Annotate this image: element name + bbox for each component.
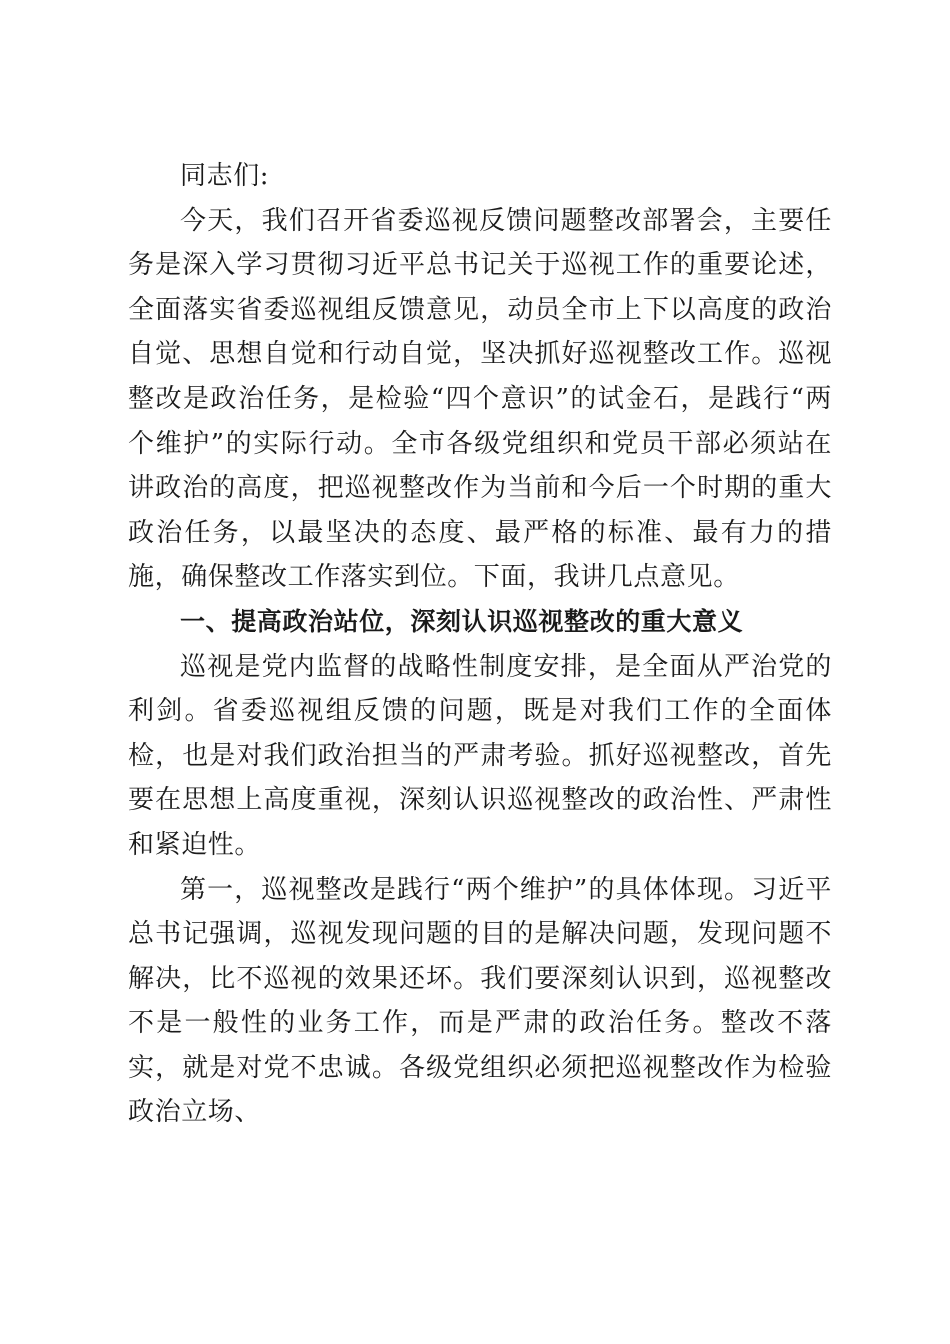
section-1-paragraph: 巡视是党内监督的战略性制度安排，是全面从严治党的利剑。省委巡视组反馈的问题，既是对我们工作的全面体检，也是对我们政治担当的严肃考验。抓好巡视整改，首先要在思想上高度重视，深刻认识巡视整改的政治性、严肃性和紧迫性。 — [128, 651, 832, 860]
document-page — [128, 154, 832, 1135]
section-heading-1: 一、提高政治站位，深刻认识巡视整改的重大意义 — [180, 606, 744, 636]
point-1-paragraph: 第一，巡视整改是践行“两个维护”的具体体现。习近平总书记强调，巡视发现问题的目的是解决问题，发现问题不解决，比不巡视的效果还坏。我们要深刻认识到，巡视整改不是一般性的业务工作，而是严肃的政治任务。整改不落实，就是对党不忠诚。各级党组织必须把巡视整改作为检验政治立场、 — [128, 874, 832, 1128]
intro-paragraph: 今天，我们召开省委巡视反馈问题整改部署会，主要任务是深入学习贯彻习近平总书记关于巡视工作的重要论述，全面落实省委巡视组反馈意见，动员全市上下以高度的政治自觉、思想自觉和行动自觉，坚决抓好巡视整改工作。巡视整改是政治任务，是检验“四个意识”的试金石，是践行“两个维护”的实际行动。全市各级党组织和党员干部必须站在讲政治的高度，把巡视整改作为当前和今后一个时期的重大政治任务，以最坚决的态度、最严格的标准、最有力的措施，确保整改工作落实到位。下面，我讲几点意见。 — [128, 205, 832, 593]
salutation: 同志们: — [180, 161, 270, 191]
